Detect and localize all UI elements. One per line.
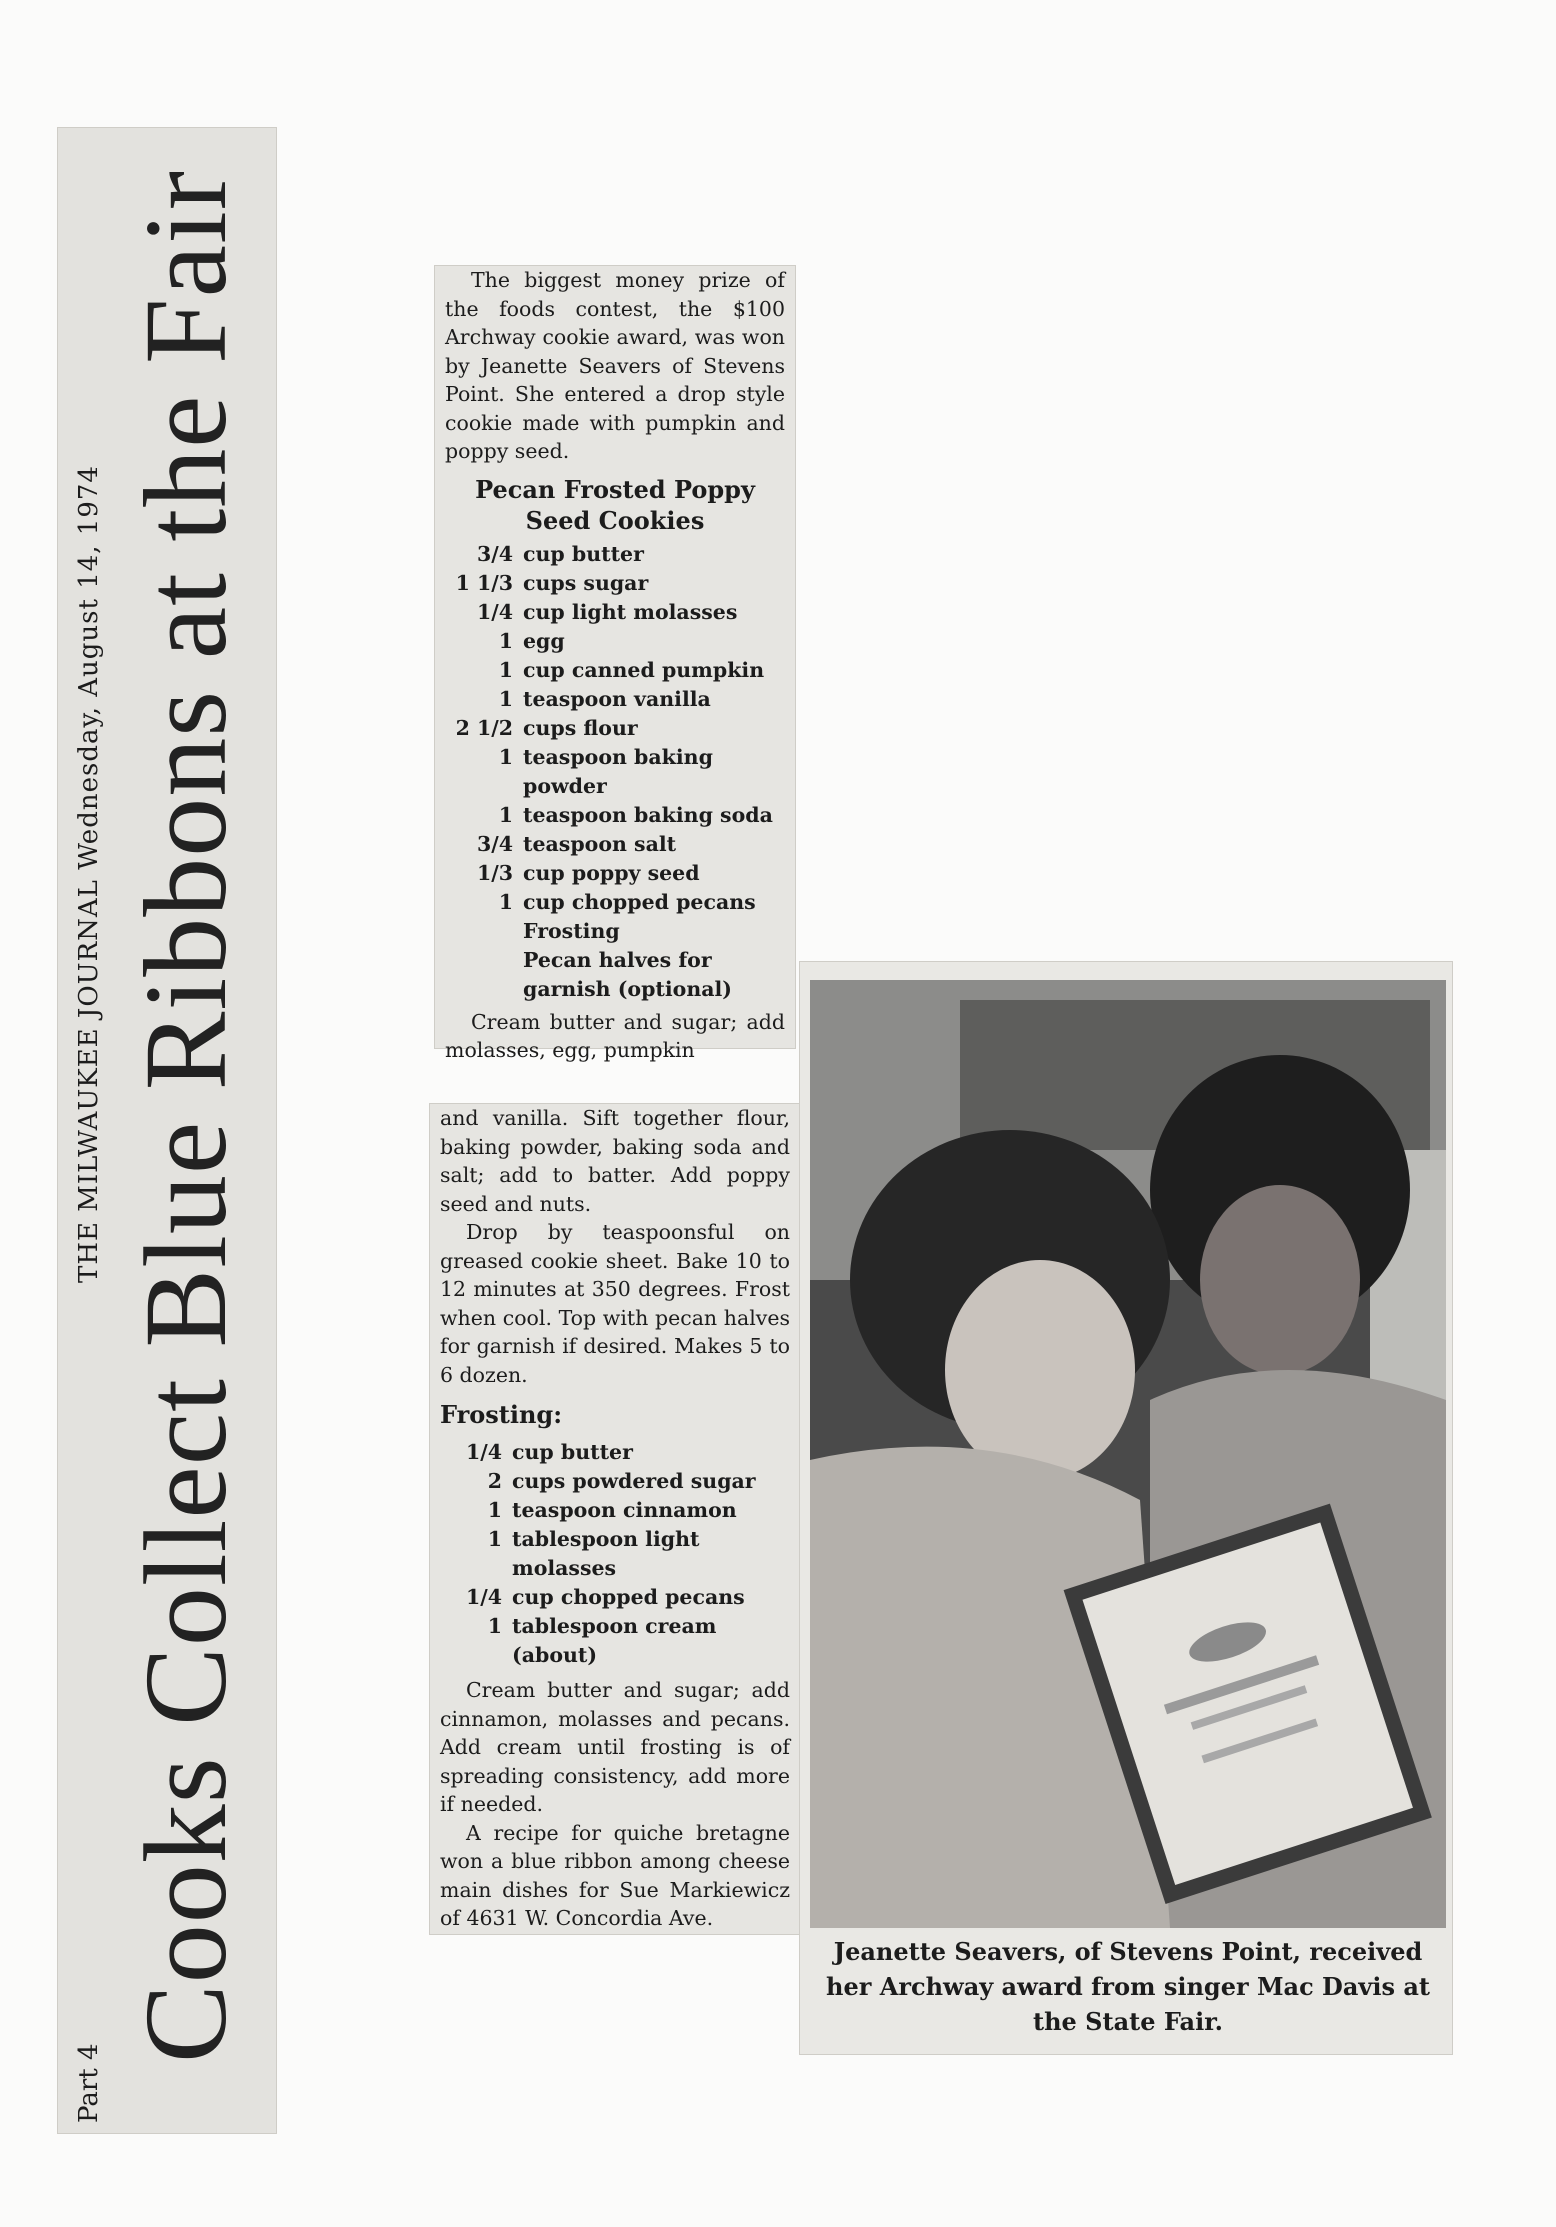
ingredient-item: cups sugar	[523, 570, 649, 595]
ingredient-quantity: 1	[498, 657, 513, 682]
ingredient-row	[445, 743, 785, 801]
ingredient-item: cups flour	[523, 715, 638, 740]
ingredient-item: cup canned pumpkin	[523, 657, 765, 682]
ingredient-item: teaspoon salt	[523, 831, 677, 856]
ingredient-item: cup butter	[523, 541, 644, 566]
ingredient-quantity: 1/3	[476, 860, 513, 885]
ingredient-item: tablespoon light molasses	[512, 1527, 700, 1580]
ingredient-row	[445, 859, 785, 888]
ingredient-quantity: 1	[487, 1527, 502, 1551]
ingredient-item: tablespoon cream (about)	[512, 1614, 717, 1667]
ingredient-row	[440, 1467, 790, 1496]
ingredient-row	[440, 1525, 790, 1583]
ingredient-quantity: 1	[487, 1498, 502, 1522]
ingredient-item: cup chopped pecans	[523, 889, 756, 914]
ingredient-row	[445, 627, 785, 656]
photo-image	[810, 980, 1446, 1928]
intro-paragraph: The biggest money prize of the foods contest, the $100 Archway cookie award, was won by Jeanette Seavers of Stevens Point. She entered a drop style cookie made with pumpkin and poppy seed.	[445, 268, 785, 463]
ingredient-row	[445, 656, 785, 685]
ingredient-quantity: 1	[498, 744, 513, 769]
ingredient-item: Frosting	[523, 918, 620, 943]
ingredient-row	[440, 1583, 790, 1612]
ingredient-item: cup chopped pecans	[512, 1585, 745, 1609]
ingredient-quantity: 1	[498, 802, 513, 827]
frosting-ingredients	[440, 1438, 790, 1670]
ingredient-item: cup poppy seed	[523, 860, 700, 885]
ingredient-quantity: 1 1/3	[455, 570, 513, 595]
directions-part-3: Drop by teaspoonsful on greased cookie sheet. Bake 10 to 12 minutes at 350 degrees. Frost when cool. Top with pecan halves for garnish if desired. Makes 5 to 6 dozen.	[440, 1220, 790, 1387]
ingredient-item: cup light molasses	[523, 599, 738, 624]
ingredient-quantity: 1/4	[465, 1585, 502, 1609]
ingredient-row	[445, 569, 785, 598]
headline-strip	[58, 128, 276, 2133]
recipe-title: Pecan Frosted Poppy Seed Cookies	[475, 474, 755, 535]
page-section-label: Part 4	[74, 2043, 104, 2123]
directions-part-1: Cream butter and sugar; add molasses, egg, pumpkin	[445, 1009, 785, 1062]
ingredient-quantity: 1/4	[465, 1440, 502, 1464]
ingredient-quantity: 2 1/2	[455, 715, 513, 740]
ingredient-quantity: 3/4	[476, 541, 513, 566]
ingredient-item: teaspoon baking powder	[523, 744, 713, 798]
frosting-directions: Cream butter and sugar; add cinnamon, molasses and pecans. Add cream until frosting is of spreading consistency, add more if needed.	[440, 1678, 790, 1816]
ingredient-row	[445, 917, 785, 946]
ingredient-quantity	[445, 917, 523, 946]
ingredient-item: Pecan halves for garnish (optional)	[523, 947, 733, 1001]
ingredient-quantity: 1/4	[476, 599, 513, 624]
ingredient-row	[445, 598, 785, 627]
directions-part-2: and vanilla. Sift together flour, baking powder, baking soda and salt; add to batter. Add poppy seed and nuts.	[440, 1106, 790, 1216]
ingredient-quantity: 3/4	[476, 831, 513, 856]
ingredient-quantity: 1	[487, 1614, 502, 1638]
photo-caption: Jeanette Seavers, of Stevens Point, received her Archway award from singer Mac Davis at the State Fair.	[826, 1937, 1430, 2036]
ingredient-quantity: 2	[487, 1469, 502, 1493]
ingredient-item: teaspoon baking soda	[523, 802, 773, 827]
ingredient-row	[445, 685, 785, 714]
ingredient-item: cups powdered sugar	[512, 1469, 756, 1493]
ingredient-row	[445, 830, 785, 859]
frosting-title: Frosting:	[440, 1400, 563, 1429]
headline: Cooks Collect Blue Ribbons at the Fair	[120, 169, 251, 2063]
photo	[810, 980, 1446, 1928]
ingredient-row	[445, 540, 785, 569]
ingredient-item: teaspoon vanilla	[523, 686, 711, 711]
ingredient-row	[440, 1612, 790, 1670]
ingredient-item: egg	[523, 628, 565, 653]
recipe-ingredients	[445, 540, 785, 1004]
ingredient-row	[445, 714, 785, 743]
dateline: THE MILWAUKEE JOURNAL Wednesday, August 14, 1974	[74, 465, 104, 1283]
ingredient-row	[440, 1496, 790, 1525]
ingredient-row	[440, 1438, 790, 1467]
ingredient-row	[445, 946, 785, 1004]
recipe-column-1	[435, 266, 795, 1062]
ingredient-row	[445, 888, 785, 917]
ingredient-quantity	[445, 946, 523, 1004]
ingredient-item: cup butter	[512, 1440, 633, 1464]
recipe-column-2	[430, 1104, 800, 1934]
closing-paragraph: A recipe for quiche bretagne won a blue ribbon among cheese main dishes for Sue Markiewicz of 4631 W. Concordia Ave.	[440, 1820, 790, 1930]
ingredient-quantity: 1	[498, 628, 513, 653]
ingredient-quantity: 1	[498, 889, 513, 914]
ingredient-row	[445, 801, 785, 830]
ingredient-item: teaspoon cinnamon	[512, 1498, 737, 1522]
ingredient-quantity: 1	[498, 686, 513, 711]
